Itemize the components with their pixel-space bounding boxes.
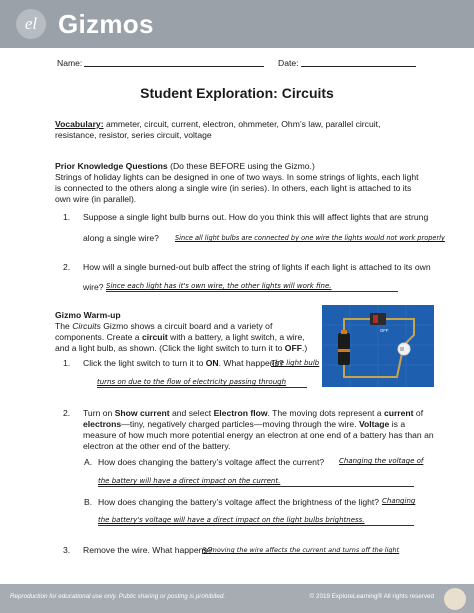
warmup-q2a-answer-2[interactable]: the battery will have a direct impact on the current. — [98, 477, 281, 485]
warmup-q2-text-4: electron at the other end of the battery. — [83, 441, 231, 451]
warmup-p1-pre: The — [55, 321, 73, 331]
warmup-q2b-answer-line — [98, 525, 414, 526]
warmup-q1-number: 1. — [63, 358, 71, 368]
warmup-q1-answer-1[interactable]: The light bulb — [271, 359, 320, 367]
warmup-p2-pre: components. Create a — [55, 332, 142, 342]
prior-heading-text: Prior Knowledge Questions — [55, 161, 168, 171]
q2-l1-g: of — [413, 408, 424, 418]
footer-copyright: © 2019 ExploreLearning® All rights reserved — [309, 593, 434, 600]
name-label: Name: — [57, 58, 83, 68]
warmup-q1-answer-line — [97, 387, 307, 388]
warmup-p3-bold: OFF — [284, 343, 302, 353]
prior-q1-text-1: Suppose a single light bulb burns out. How do you think this will affect lights that are strung — [83, 212, 429, 222]
page-footer — [0, 584, 474, 613]
q2-l1-d: Electron flow — [213, 408, 268, 418]
prior-q2-answer[interactable]: Since each light has it's own wire, the other lights will work fine. — [106, 282, 332, 290]
prior-knowledge-heading — [55, 161, 315, 172]
prior-heading-note: (Do these BEFORE using the Gizmo.) — [167, 161, 315, 171]
warmup-q2a-answer-1[interactable]: Changing the voltage of — [339, 457, 424, 465]
warmup-q2-number: 2. — [63, 408, 71, 418]
warmup-q3-answer[interactable]: Removing the wire affects the current and turns off the light — [202, 546, 400, 554]
q2-l1-e: . The moving dots represent a — [267, 408, 384, 418]
q2-l2-b: —tiny, negatively charged particles—moving through the wire. — [121, 419, 359, 429]
prior-q2-text-1: How will a single burned-out bulb affect the string of lights if each light is attached to its own — [83, 262, 431, 272]
warmup-q3-text: Remove the wire. What happens? — [83, 545, 213, 555]
q2-l1-b: Show current — [114, 408, 170, 418]
q2-l1-c: and select — [169, 408, 214, 418]
warmup-p2-bold: circuit — [141, 332, 168, 342]
warmup-p2-post: with a battery, a light switch, a wire, — [167, 332, 305, 342]
circuit-gizmo-image — [322, 305, 434, 387]
warmup-q3-number: 3. — [63, 545, 71, 555]
prior-paragraph-3: own wire (in parallel). — [55, 194, 137, 204]
vocabulary-terms-1: ammeter, circuit, current, electron, ohmmeter, Ohm’s law, parallel circuit, — [103, 119, 381, 129]
prior-q2-answer-line — [106, 291, 398, 292]
vocabulary-line-1 — [55, 119, 380, 130]
warmup-q2-text-1 — [83, 408, 423, 419]
warmup-q2a-text: How does changing the battery’s voltage affect the current? — [98, 457, 325, 467]
warmup-q2b-text: How does changing the battery’s voltage affect the brightness of the light? — [98, 497, 380, 507]
prior-paragraph-1: Strings of holiday lights can be designed in one of two ways. In some strings of lights, each light — [55, 172, 419, 182]
explorelearning-logo: el — [16, 9, 46, 39]
prior-q1-number: 1. — [63, 212, 71, 222]
warmup-p3-post: .) — [301, 343, 308, 353]
q2-l1-f: current — [383, 408, 414, 418]
warmup-q2b-label: B. — [84, 497, 93, 507]
vocabulary-terms-2: resistance, resistor, series circuit, voltage — [55, 130, 212, 140]
warmup-p1-italic: Circuits — [72, 321, 101, 331]
switch-label: OFF — [380, 328, 389, 333]
vocabulary-label: Vocabulary: — [55, 119, 104, 129]
prior-paragraph-2: is connected to the others along a single wire (in series). In others, each light is attached to its — [55, 183, 412, 193]
warmup-q2b-answer-2[interactable]: the battery's voltage will have a direct impact on the light bulbs brightness. — [98, 516, 365, 524]
warmup-q2a-answer-line — [98, 486, 414, 487]
warmup-q2-text-2 — [83, 419, 405, 430]
q2-l2-c: Voltage — [358, 419, 390, 429]
q2-l2-a: electrons — [83, 419, 122, 429]
prior-q2-text-2: wire? — [83, 282, 104, 292]
warmup-paragraph-3 — [55, 343, 307, 354]
gizmos-header — [0, 0, 474, 48]
page-title: Student Exploration: Circuits — [140, 85, 334, 101]
prior-q2-number: 2. — [63, 262, 71, 272]
warmup-q1-text — [83, 358, 284, 369]
prior-q1-text-2: along a single wire? — [83, 233, 159, 243]
gizmos-brand-name: Gizmos — [58, 9, 154, 39]
warmup-heading: Gizmo Warm-up — [55, 310, 121, 320]
footer-reproduction-note: Reproduction for educational use only. Public sharing or posting is prohibited. — [10, 593, 226, 600]
warmup-q2b-answer-1[interactable]: Changing — [382, 497, 416, 505]
warmup-p3-pre: and a light bulb, as shown. (Click the light switch to turn it to — [55, 343, 285, 353]
q2-l2-d: is a — [389, 419, 406, 429]
name-field[interactable] — [84, 66, 264, 67]
warmup-q2a-label: A. — [84, 457, 93, 467]
warmup-paragraph-2 — [55, 332, 305, 343]
explorelearning-footer-logo-icon — [444, 588, 466, 610]
warmup-q1-pre: Click the light switch to turn it to — [83, 358, 206, 368]
warmup-q1-answer-2[interactable]: turns on due to the flow of electricity passing through — [97, 378, 287, 386]
warmup-q1-bold: ON — [205, 358, 219, 368]
warmup-paragraph-1 — [55, 321, 272, 332]
date-field[interactable] — [301, 66, 416, 67]
warmup-q1-post: . What happens? — [218, 358, 284, 368]
warmup-p1-post: Gizmo shows a circuit board and a variety of — [100, 321, 273, 331]
prior-q1-answer[interactable]: Since all light bulbs are connected by one wire the lights would not work properly — [175, 234, 445, 242]
warmup-q2-text-3: measure of how much more potential energy an electron at one end of a battery has than an — [83, 430, 434, 440]
circuit-diagram — [322, 305, 434, 387]
date-label: Date: — [278, 58, 299, 68]
q2-l1-a: Turn on — [83, 408, 115, 418]
